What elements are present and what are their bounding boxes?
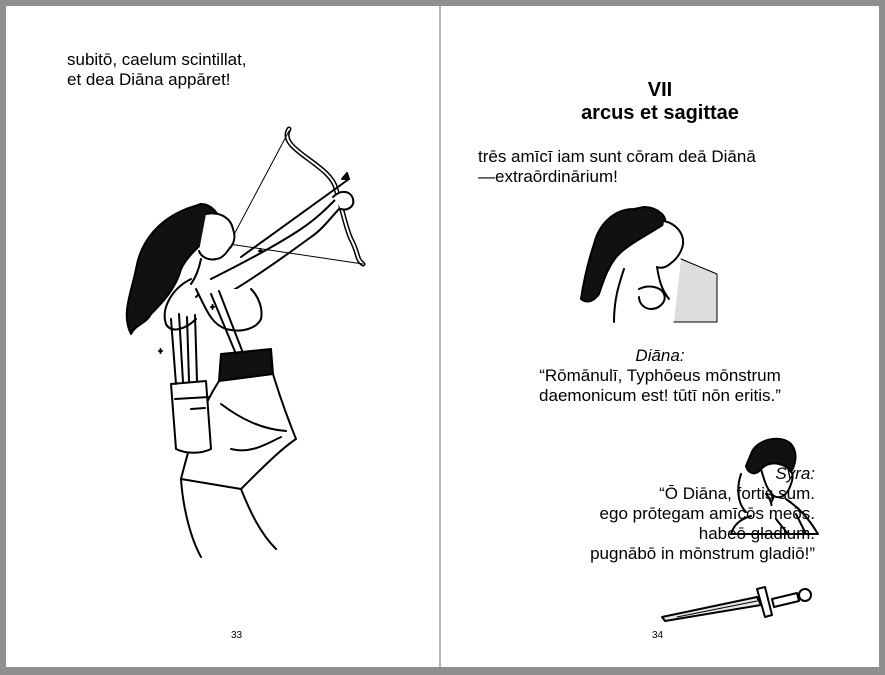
left-page — [6, 6, 439, 667]
diana-line-2: daemonicum est! tūtī nōn eritis.” — [539, 386, 781, 405]
right-intro-text — [478, 147, 756, 187]
diana-portrait-illustration — [579, 199, 719, 324]
chapter-number: VII — [647, 79, 673, 101]
syra-line-2: ego prōtegam amīcōs meōs. — [599, 504, 815, 523]
diana-line-1: “Rōmānulī, Typhōeus mōnstrum — [539, 366, 781, 385]
right-page — [441, 6, 879, 667]
diana-archer-illustration — [101, 119, 401, 559]
sword-illustration — [657, 579, 817, 629]
syra-line-4: pugnābō in mōnstrum gladiō!” — [590, 544, 815, 563]
syra-line-1: “Ō Diāna, fortis sum. — [659, 484, 815, 503]
right-intro-line-1: trēs amīcī iam sunt cōram deā Diānā — [478, 147, 756, 166]
left-intro-text — [67, 50, 247, 90]
syra-line-3: habeō gladium. — [698, 524, 815, 543]
right-intro-line-2: —extraōrdinārium! — [478, 167, 618, 186]
diana-dialogue — [441, 346, 879, 406]
left-intro-line-1: subitō, caelum scintillat, — [67, 50, 247, 69]
book-spread — [6, 6, 879, 667]
diana-speaker-label: Diāna: — [635, 346, 685, 365]
page-number: 33 — [231, 630, 243, 641]
chapter-title: arcus et sagittae — [581, 102, 739, 124]
syra-speaker-label: Syra: — [775, 464, 815, 483]
page-number: 34 — [652, 630, 664, 641]
syra-dialogue — [590, 464, 815, 564]
left-intro-line-2: et dea Diāna appāret! — [67, 70, 231, 89]
